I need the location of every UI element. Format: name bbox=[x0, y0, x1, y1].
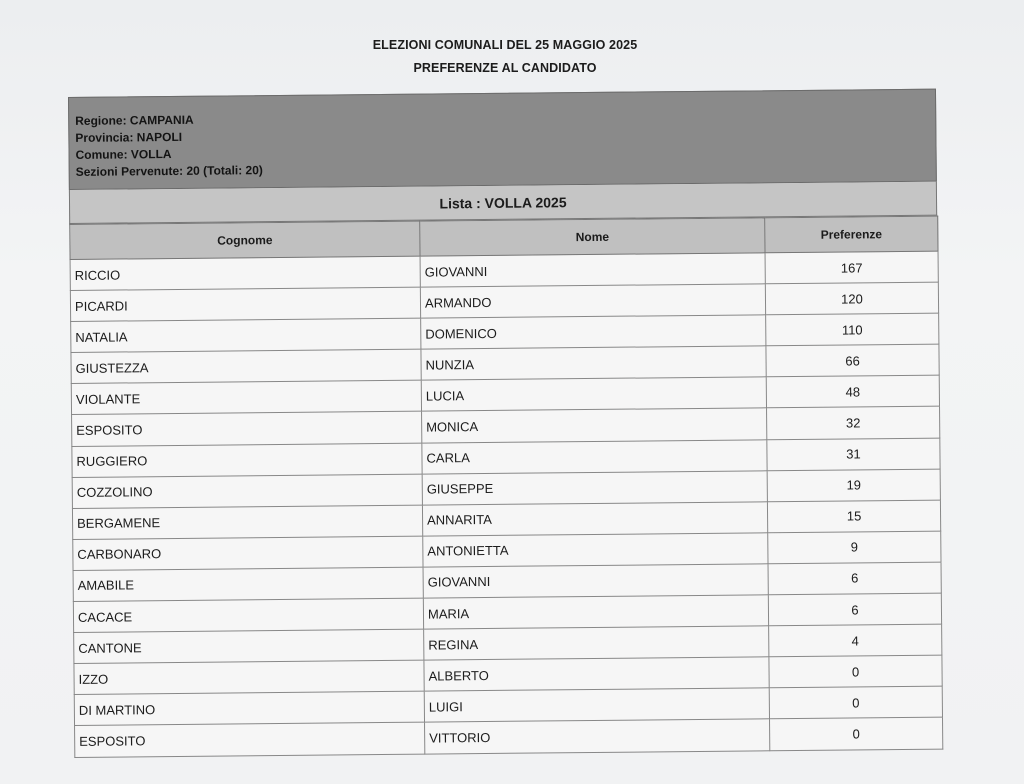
cell-cognome: BERGAMENE bbox=[72, 505, 422, 539]
cell-nome: MARIA bbox=[423, 595, 768, 629]
cell-nome: LUCIA bbox=[421, 377, 766, 411]
cell-preferenze: 9 bbox=[768, 531, 941, 564]
lista-title: Lista : VOLLA 2025 bbox=[69, 182, 937, 224]
cell-nome: DOMENICO bbox=[421, 315, 766, 349]
column-header-nome: Nome bbox=[420, 218, 765, 256]
cell-cognome: NATALIA bbox=[71, 318, 421, 352]
cell-nome: ALBERTO bbox=[424, 657, 769, 691]
column-header-preferenze: Preferenze bbox=[765, 216, 938, 253]
cell-cognome: ESPOSITO bbox=[72, 412, 422, 446]
cell-preferenze: 15 bbox=[767, 500, 940, 533]
document-title: ELEZIONI COMUNALI DEL 25 MAGGIO 2025 bbox=[372, 38, 638, 52]
preferences-table bbox=[69, 216, 943, 758]
cell-preferenze: 6 bbox=[768, 593, 941, 626]
results-sheet bbox=[68, 89, 942, 758]
cell-cognome: CANTONE bbox=[74, 629, 424, 663]
info-sezioni: Sezioni Pervenute: 20 (Totali: 20) bbox=[75, 163, 263, 179]
cell-cognome: ESPOSITO bbox=[75, 723, 425, 757]
cell-cognome: AMABILE bbox=[73, 567, 423, 601]
cell-nome: MONICA bbox=[422, 408, 767, 442]
cell-preferenze: 19 bbox=[767, 469, 940, 502]
cell-nome: ANNARITA bbox=[422, 502, 767, 536]
cell-preferenze: 31 bbox=[767, 438, 940, 471]
cell-cognome: IZZO bbox=[74, 660, 424, 694]
cell-preferenze: 6 bbox=[768, 562, 941, 595]
document-subtitle: PREFERENZE AL CANDIDATO bbox=[413, 61, 597, 75]
cell-nome: GIOVANNI bbox=[420, 253, 765, 287]
cell-nome: NUNZIA bbox=[421, 346, 766, 380]
cell-preferenze: 4 bbox=[769, 624, 942, 657]
cell-cognome: CARBONARO bbox=[73, 536, 423, 570]
cell-cognome: GIUSTEZZA bbox=[71, 349, 421, 383]
cell-preferenze: 110 bbox=[766, 313, 939, 346]
cell-cognome: PICARDI bbox=[70, 287, 420, 321]
cell-nome: LUIGI bbox=[424, 688, 769, 722]
cell-nome: GIOVANNI bbox=[423, 564, 768, 598]
cell-nome: ARMANDO bbox=[420, 284, 765, 318]
column-header-cognome: Cognome bbox=[70, 221, 420, 259]
cell-preferenze: 0 bbox=[770, 718, 943, 751]
cell-cognome: COZZOLINO bbox=[72, 474, 422, 508]
cell-preferenze: 0 bbox=[769, 655, 942, 688]
cell-nome: GIUSEPPE bbox=[422, 470, 767, 504]
cell-preferenze: 48 bbox=[766, 376, 939, 409]
cell-cognome: VIOLANTE bbox=[71, 380, 421, 414]
info-provincia: Provincia: NAPOLI bbox=[75, 129, 183, 145]
cell-cognome: RUGGIERO bbox=[72, 443, 422, 477]
cell-nome: CARLA bbox=[422, 439, 767, 473]
info-box bbox=[68, 89, 937, 190]
cell-nome: ANTONIETTA bbox=[423, 533, 768, 567]
info-regione: Regione: CAMPANIA bbox=[75, 112, 194, 128]
cell-nome: VITTORIO bbox=[425, 719, 770, 753]
info-comune: Comune: VOLLA bbox=[75, 147, 172, 162]
cell-cognome: DI MARTINO bbox=[74, 691, 424, 725]
cell-preferenze: 167 bbox=[765, 251, 938, 284]
cell-cognome: RICCIO bbox=[70, 256, 420, 290]
cell-cognome: CACACE bbox=[73, 598, 423, 632]
cell-preferenze: 120 bbox=[765, 282, 938, 315]
cell-preferenze: 32 bbox=[767, 407, 940, 440]
cell-preferenze: 66 bbox=[766, 344, 939, 377]
cell-preferenze: 0 bbox=[769, 686, 942, 719]
cell-nome: REGINA bbox=[424, 626, 769, 660]
